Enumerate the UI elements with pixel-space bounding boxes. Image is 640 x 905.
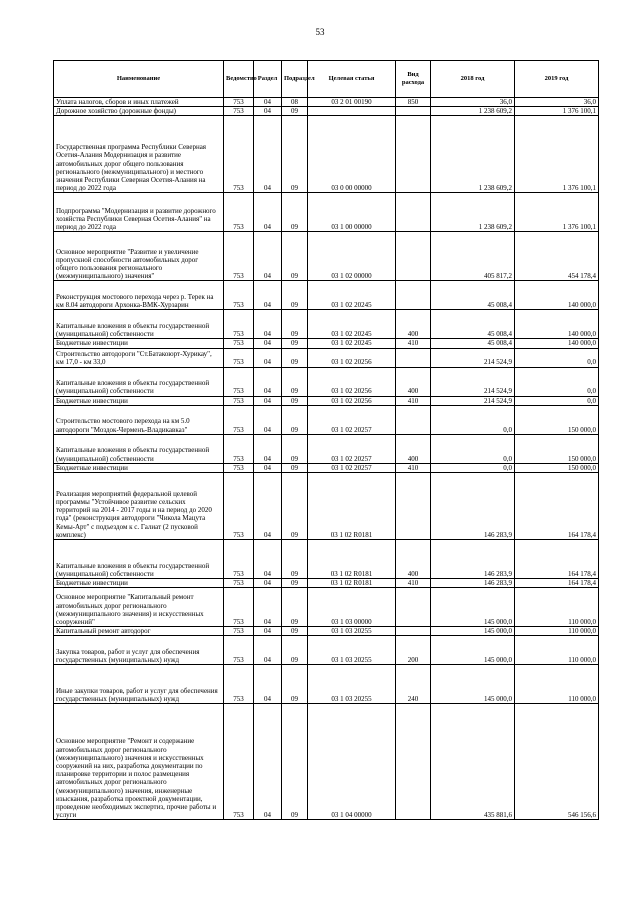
cell-vid <box>396 232 431 281</box>
table-body <box>54 98 599 820</box>
cell-celevaya: 03 1 02 R0181 <box>308 540 396 579</box>
cell-vedomstvo: 753 <box>224 232 254 281</box>
cell-vedomstvo: 753 <box>224 627 254 636</box>
header-podrazdel: Подраздел <box>282 61 308 98</box>
cell-vedomstvo: 753 <box>224 116 254 193</box>
cell-celevaya: 03 1 00 00000 <box>308 193 396 232</box>
table-row <box>54 310 599 339</box>
header-name: Наименование <box>54 61 224 98</box>
cell-celevaya: 03 0 00 00000 <box>308 116 396 193</box>
cell-razdel: 04 <box>254 367 282 396</box>
table-row <box>54 107 599 116</box>
cell-celevaya: 03 1 03 20255 <box>308 627 396 636</box>
cell-name: Иные закупки товаров, работ и услуг для обеспечения государственных (муниципальных) нужд <box>54 665 224 704</box>
cell-vid <box>396 627 431 636</box>
cell-celevaya: 03 1 03 20255 <box>308 665 396 704</box>
cell-celevaya: 03 1 04 00000 <box>308 704 396 820</box>
cell-celevaya: 03 1 02 20256 <box>308 367 396 396</box>
cell-2018: 214 524,9 <box>431 367 515 396</box>
cell-name: Государственная программа Республики Северная Осетия-Алания Модернизация и развитие автомобильных дорог общего пользования регионального (межмуниципального) и местного значения Республики Северная Осетия-Алания на период до 2022 года <box>54 116 224 193</box>
cell-name: Реализация мероприятий федеральной целевой программы "Устойчивое развитие сельских территорий на 2014 - 2017 годы и на период до 2020 года" (реконструкция автодороги "Чикола Мацута Кемы-Арт" с подъездом к с. Галиат (2 пусковой комплекс) <box>54 473 224 540</box>
cell-podrazdel: 09 <box>282 310 308 339</box>
cell-vid: 410 <box>396 579 431 588</box>
cell-razdel: 04 <box>254 348 282 367</box>
cell-podrazdel: 08 <box>282 98 308 107</box>
cell-celevaya: 03 1 02 20245 <box>308 281 396 310</box>
cell-name: Капитальный ремонт автодорог <box>54 627 224 636</box>
cell-name: Капитальные вложения в объекты государственной (муниципальной) собственности <box>54 367 224 396</box>
cell-celevaya: 03 1 02 20257 <box>308 405 396 434</box>
table-row <box>54 367 599 396</box>
cell-2018: 146 283,9 <box>431 473 515 540</box>
cell-name: Капитальные вложения в объекты государственной (муниципальной) собственности <box>54 310 224 339</box>
cell-2018: 0,0 <box>431 463 515 472</box>
table-row <box>54 348 599 367</box>
cell-2018: 1 238 609,2 <box>431 116 515 193</box>
cell-vid: 850 <box>396 98 431 107</box>
cell-2018: 405 817,2 <box>431 232 515 281</box>
cell-2019: 0,0 <box>515 396 599 405</box>
cell-podrazdel: 09 <box>282 339 308 348</box>
cell-celevaya: 03 1 02 R0181 <box>308 579 396 588</box>
cell-vid <box>396 588 431 627</box>
cell-podrazdel: 09 <box>282 281 308 310</box>
cell-2018: 145 000,0 <box>431 665 515 704</box>
table-row <box>54 588 599 627</box>
cell-name: Основное мероприятие "Ремонт и содержание автомобильных дорог регионального (межмуниципального) значения и искусственных сооружений на них, разработка документации по планировке территории и полос размещения автомобильных дорог регионального (межмуниципального) значения, инженерные изыскания, разработка проектной документации, проведение необходимых экспертиз, прочие работы и услуги <box>54 704 224 820</box>
cell-razdel: 04 <box>254 540 282 579</box>
cell-vid: 400 <box>396 310 431 339</box>
cell-vid <box>396 473 431 540</box>
table-row <box>54 463 599 472</box>
cell-vedomstvo: 753 <box>224 434 254 463</box>
cell-2018: 36,0 <box>431 98 515 107</box>
cell-celevaya: 03 1 02 20245 <box>308 339 396 348</box>
cell-vid <box>396 107 431 116</box>
cell-vedomstvo: 753 <box>224 704 254 820</box>
cell-name: Строительство автодороги "Ст.Батакоюрт-Хурикау", км 17,0 - км 33,0 <box>54 348 224 367</box>
table-header-row <box>54 61 599 98</box>
table-row <box>54 116 599 193</box>
cell-razdel: 04 <box>254 627 282 636</box>
cell-razdel: 04 <box>254 588 282 627</box>
cell-celevaya <box>308 107 396 116</box>
table-row <box>54 579 599 588</box>
cell-podrazdel: 09 <box>282 463 308 472</box>
cell-2019: 110 000,0 <box>515 665 599 704</box>
cell-vedomstvo: 753 <box>224 107 254 116</box>
cell-2019: 150 000,0 <box>515 434 599 463</box>
header-celevaya: Целевая статья <box>308 61 396 98</box>
cell-2018: 145 000,0 <box>431 588 515 627</box>
cell-vid: 200 <box>396 636 431 665</box>
cell-vid: 410 <box>396 463 431 472</box>
cell-razdel: 04 <box>254 434 282 463</box>
cell-2018: 145 000,0 <box>431 627 515 636</box>
cell-razdel: 04 <box>254 116 282 193</box>
cell-razdel: 04 <box>254 405 282 434</box>
cell-2018: 146 283,9 <box>431 579 515 588</box>
cell-2018: 0,0 <box>431 434 515 463</box>
cell-name: Подпрограмма "Модернизация и развитие дорожного хозяйства Республики Северная Осетия-Алания" на период до 2022 года <box>54 193 224 232</box>
cell-vedomstvo: 753 <box>224 281 254 310</box>
cell-name: Бюджетные инвестиции <box>54 339 224 348</box>
cell-vid <box>396 281 431 310</box>
cell-podrazdel: 09 <box>282 193 308 232</box>
cell-celevaya: 03 1 02 00000 <box>308 232 396 281</box>
cell-podrazdel: 09 <box>282 405 308 434</box>
cell-vedomstvo: 753 <box>224 588 254 627</box>
cell-vid <box>396 348 431 367</box>
cell-vedomstvo: 753 <box>224 396 254 405</box>
cell-podrazdel: 09 <box>282 396 308 405</box>
cell-vid <box>396 704 431 820</box>
cell-celevaya: 03 1 02 20257 <box>308 463 396 472</box>
cell-razdel: 04 <box>254 107 282 116</box>
cell-podrazdel: 09 <box>282 434 308 463</box>
cell-2019: 164 178,4 <box>515 540 599 579</box>
cell-2018: 145 000,0 <box>431 636 515 665</box>
cell-razdel: 04 <box>254 463 282 472</box>
cell-vedomstvo: 753 <box>224 310 254 339</box>
cell-vedomstvo: 753 <box>224 473 254 540</box>
cell-razdel: 04 <box>254 704 282 820</box>
cell-vid: 410 <box>396 396 431 405</box>
cell-2018: 45 008,4 <box>431 339 515 348</box>
cell-razdel: 04 <box>254 473 282 540</box>
cell-name: Основное мероприятие "Развитие и увеличение пропускной способности автомобильных дорог общего пользования регионального (межмуниципального) значения" <box>54 232 224 281</box>
budget-table <box>53 60 599 820</box>
cell-podrazdel: 09 <box>282 540 308 579</box>
cell-podrazdel: 09 <box>282 107 308 116</box>
cell-name: Уплата налогов, сборов и иных платежей <box>54 98 224 107</box>
cell-podrazdel: 09 <box>282 232 308 281</box>
cell-2019: 164 178,4 <box>515 473 599 540</box>
cell-celevaya: 03 1 02 20245 <box>308 310 396 339</box>
cell-2018: 214 524,9 <box>431 396 515 405</box>
cell-2018: 214 524,9 <box>431 348 515 367</box>
cell-2018: 1 238 609,2 <box>431 193 515 232</box>
cell-podrazdel: 09 <box>282 367 308 396</box>
cell-podrazdel: 09 <box>282 473 308 540</box>
cell-razdel: 04 <box>254 232 282 281</box>
cell-vid: 400 <box>396 540 431 579</box>
table-row <box>54 665 599 704</box>
cell-podrazdel: 09 <box>282 116 308 193</box>
cell-podrazdel: 09 <box>282 348 308 367</box>
cell-name: Реконструкция мостового перехода через р. Терек на км 8.04 автодороги Архонка-ВМК-Хурзарин <box>54 281 224 310</box>
cell-2019: 546 156,6 <box>515 704 599 820</box>
cell-2019: 110 000,0 <box>515 588 599 627</box>
cell-2018: 45 008,4 <box>431 310 515 339</box>
cell-celevaya: 03 1 03 20255 <box>308 636 396 665</box>
header-2019: 2019 год <box>515 61 599 98</box>
cell-2019: 36,0 <box>515 98 599 107</box>
cell-2019: 140 000,0 <box>515 281 599 310</box>
header-vid: Вид расхода <box>396 61 431 98</box>
table-row <box>54 232 599 281</box>
header-2018: 2018 год <box>431 61 515 98</box>
cell-podrazdel: 09 <box>282 636 308 665</box>
table-row <box>54 473 599 540</box>
cell-vedomstvo: 753 <box>224 540 254 579</box>
cell-vid: 400 <box>396 434 431 463</box>
table-row <box>54 98 599 107</box>
cell-vid: 410 <box>396 339 431 348</box>
cell-2018: 146 283,9 <box>431 540 515 579</box>
cell-name: Основное мероприятие "Капитальный ремонт автомобильных дорог регионального (межмуниципального значения) и искусственных сооружений" <box>54 588 224 627</box>
cell-vid: 240 <box>396 665 431 704</box>
cell-2018: 0,0 <box>431 405 515 434</box>
cell-2019: 150 000,0 <box>515 463 599 472</box>
cell-2019: 110 000,0 <box>515 627 599 636</box>
table-row <box>54 193 599 232</box>
cell-2019: 110 000,0 <box>515 636 599 665</box>
cell-2018: 435 881,6 <box>431 704 515 820</box>
cell-name: Дорожное хозяйство (дорожные фонды) <box>54 107 224 116</box>
cell-vedomstvo: 753 <box>224 463 254 472</box>
cell-razdel: 04 <box>254 339 282 348</box>
table-row <box>54 339 599 348</box>
header-vedomstvo: Ведомство <box>224 61 254 98</box>
cell-name: Капитальные вложения в объекты государственной (муниципальной) собственности <box>54 434 224 463</box>
cell-razdel: 04 <box>254 98 282 107</box>
cell-2019: 0,0 <box>515 348 599 367</box>
cell-razdel: 04 <box>254 579 282 588</box>
cell-2019: 164 178,4 <box>515 579 599 588</box>
table-row <box>54 396 599 405</box>
cell-podrazdel: 09 <box>282 665 308 704</box>
cell-podrazdel: 09 <box>282 627 308 636</box>
cell-vid <box>396 116 431 193</box>
cell-vedomstvo: 753 <box>224 579 254 588</box>
cell-podrazdel: 09 <box>282 588 308 627</box>
header-razdel: Раздел <box>254 61 282 98</box>
cell-2019: 140 000,0 <box>515 310 599 339</box>
cell-celevaya: 03 1 03 00000 <box>308 588 396 627</box>
cell-name: Закупка товаров, работ и услуг для обеспечения государственных (муниципальных) нужд <box>54 636 224 665</box>
table-row <box>54 540 599 579</box>
cell-2019: 140 000,0 <box>515 339 599 348</box>
cell-vid: 400 <box>396 367 431 396</box>
cell-vedomstvo: 753 <box>224 367 254 396</box>
cell-razdel: 04 <box>254 281 282 310</box>
table-row <box>54 704 599 820</box>
cell-razdel: 04 <box>254 310 282 339</box>
cell-vedomstvo: 753 <box>224 348 254 367</box>
table-row <box>54 636 599 665</box>
cell-2019: 0,0 <box>515 367 599 396</box>
cell-razdel: 04 <box>254 665 282 704</box>
cell-vedomstvo: 753 <box>224 339 254 348</box>
cell-name: Бюджетные инвестиции <box>54 579 224 588</box>
cell-name: Строительство мостового перехода на км 5.0 автодороги "Моздок-Черменъ-Владикавказ" <box>54 405 224 434</box>
cell-razdel: 04 <box>254 636 282 665</box>
cell-2019: 150 000,0 <box>515 405 599 434</box>
table-row <box>54 434 599 463</box>
table-row <box>54 405 599 434</box>
table-row <box>54 281 599 310</box>
cell-2019: 1 376 100,1 <box>515 193 599 232</box>
cell-vid <box>396 193 431 232</box>
cell-celevaya: 03 2 01 00190 <box>308 98 396 107</box>
cell-celevaya: 03 1 02 20257 <box>308 434 396 463</box>
cell-vedomstvo: 753 <box>224 193 254 232</box>
cell-vedomstvo: 753 <box>224 665 254 704</box>
cell-vedomstvo: 753 <box>224 98 254 107</box>
cell-razdel: 04 <box>254 193 282 232</box>
cell-podrazdel: 09 <box>282 579 308 588</box>
cell-2019: 1 376 100,1 <box>515 107 599 116</box>
cell-vedomstvo: 753 <box>224 636 254 665</box>
cell-name: Бюджетные инвестиции <box>54 463 224 472</box>
table-row <box>54 627 599 636</box>
cell-vedomstvo: 753 <box>224 405 254 434</box>
cell-vid <box>396 405 431 434</box>
cell-podrazdel: 09 <box>282 704 308 820</box>
cell-2018: 45 008,4 <box>431 281 515 310</box>
cell-2019: 454 178,4 <box>515 232 599 281</box>
cell-razdel: 04 <box>254 396 282 405</box>
page-number: 53 <box>315 27 325 37</box>
cell-2018: 1 238 609,2 <box>431 107 515 116</box>
cell-celevaya: 03 1 02 R0181 <box>308 473 396 540</box>
cell-celevaya: 03 1 02 20256 <box>308 396 396 405</box>
cell-name: Капитальные вложения в объекты государственной (муниципальной) собственности <box>54 540 224 579</box>
cell-2019: 1 376 100,1 <box>515 116 599 193</box>
cell-celevaya: 03 1 02 20256 <box>308 348 396 367</box>
cell-name: Бюджетные инвестиции <box>54 396 224 405</box>
